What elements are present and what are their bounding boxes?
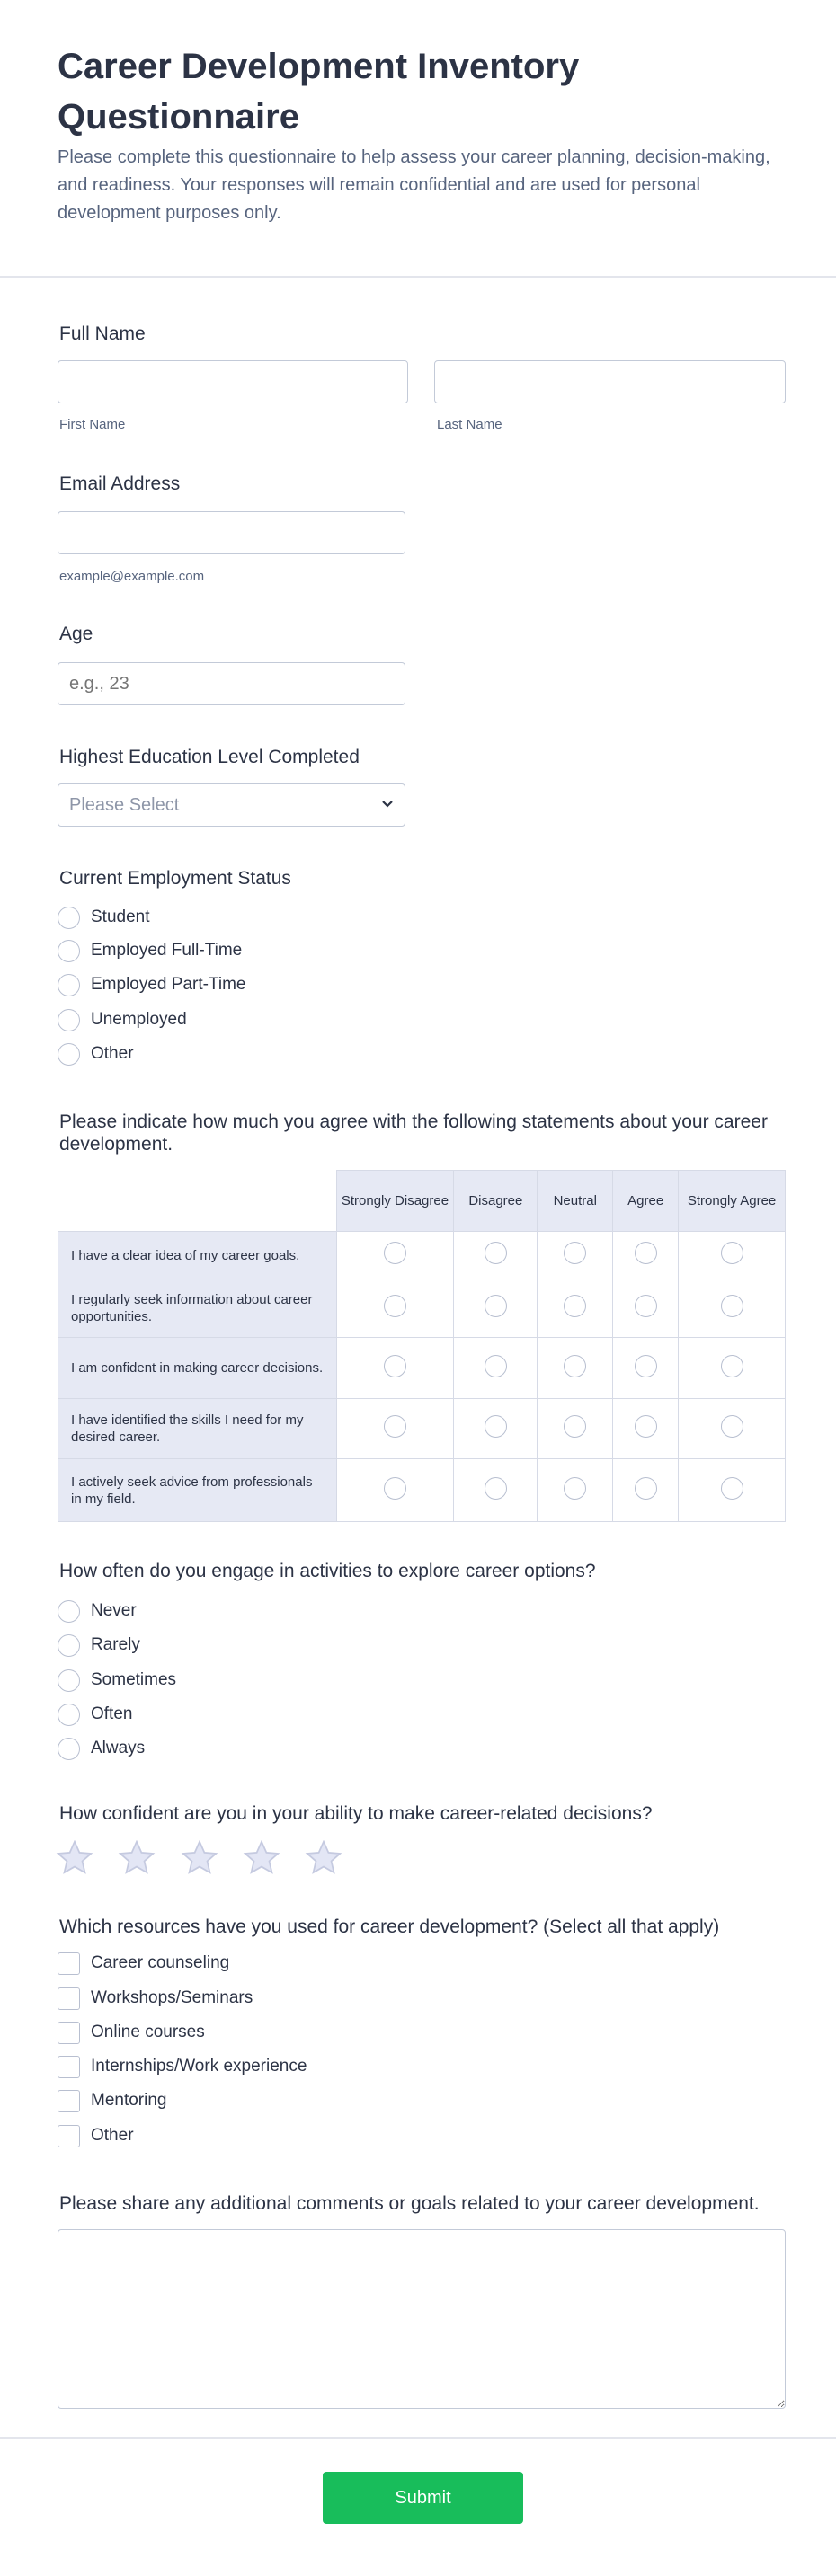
frequency-option-label: Never <box>91 1601 137 1620</box>
radio-button[interactable] <box>58 1738 80 1760</box>
matrix-cell <box>454 1399 538 1459</box>
frequency-option[interactable] <box>58 1703 132 1726</box>
matrix-cell <box>454 1338 538 1399</box>
frequency-option-label: Rarely <box>91 1635 140 1654</box>
first-name-input[interactable] <box>58 360 408 403</box>
matrix-cell <box>613 1232 679 1279</box>
matrix-radio-button[interactable] <box>384 1295 406 1317</box>
education-selected: Please Select <box>69 795 180 815</box>
matrix-label: Please indicate how much you agree with the following statements about your career development. <box>59 1111 768 1155</box>
matrix-radio-button[interactable] <box>721 1242 743 1264</box>
matrix-radio-button[interactable] <box>564 1355 586 1377</box>
matrix-cell <box>679 1279 786 1338</box>
matrix-row-label: I have identified the skills I need for my desired career. <box>58 1399 337 1459</box>
frequency-option[interactable] <box>58 1669 176 1692</box>
employment-option-label: Employed Part-Time <box>91 975 246 994</box>
matrix-cell <box>336 1399 454 1459</box>
matrix-row-label: I have a clear idea of my career goals. <box>58 1232 337 1279</box>
resource-option[interactable] <box>58 2089 167 2112</box>
matrix-cell <box>336 1232 454 1279</box>
matrix-radio-button[interactable] <box>485 1477 507 1500</box>
submit-button[interactable]: Submit <box>323 2472 523 2524</box>
matrix-corner <box>58 1171 337 1232</box>
resource-option-label: Other <box>91 2126 134 2145</box>
age-input[interactable] <box>58 662 405 705</box>
matrix-cell <box>613 1459 679 1522</box>
matrix-cell <box>336 1279 454 1338</box>
checkbox[interactable] <box>58 2090 80 2112</box>
resource-option-label: Career counseling <box>91 1953 230 1972</box>
matrix-radio-button[interactable] <box>635 1295 657 1317</box>
employment-option-label: Unemployed <box>91 1010 187 1029</box>
page-title: Career Development Inventory Questionnaire <box>58 47 580 137</box>
matrix-cell <box>679 1459 786 1522</box>
education-select[interactable] <box>58 783 405 827</box>
frequency-option[interactable] <box>58 1633 140 1657</box>
checkbox[interactable] <box>58 2022 80 2044</box>
footer-divider <box>0 2437 836 2439</box>
matrix-radio-button[interactable] <box>721 1415 743 1438</box>
matrix-radio-button[interactable] <box>564 1415 586 1438</box>
matrix-radio-button[interactable] <box>485 1242 507 1264</box>
matrix-cell <box>454 1232 538 1279</box>
radio-button[interactable] <box>58 1009 80 1031</box>
checkbox[interactable] <box>58 1952 80 1975</box>
matrix-radio-button[interactable] <box>384 1355 406 1377</box>
frequency-option[interactable] <box>58 1737 145 1760</box>
matrix-cell <box>613 1338 679 1399</box>
matrix-row-label: I regularly seek information about career opportunities. <box>58 1279 337 1338</box>
star-icon[interactable] <box>305 1840 342 1876</box>
radio-button[interactable] <box>58 1669 80 1692</box>
matrix-radio-button[interactable] <box>635 1242 657 1264</box>
matrix-cell <box>613 1279 679 1338</box>
resource-option[interactable] <box>58 2055 307 2078</box>
matrix-radio-button[interactable] <box>384 1477 406 1500</box>
email-label: Email Address <box>59 474 181 494</box>
resource-option-label: Mentoring <box>91 2091 167 2110</box>
matrix-cell <box>538 1232 613 1279</box>
radio-button[interactable] <box>58 1704 80 1726</box>
frequency-option-label: Always <box>91 1739 146 1757</box>
frequency-option[interactable] <box>58 1599 137 1623</box>
matrix-cell <box>336 1338 454 1399</box>
matrix-radio-button[interactable] <box>384 1415 406 1438</box>
resource-option-label: Internships/Work experience <box>91 2057 307 2076</box>
employment-option[interactable] <box>58 939 242 962</box>
checkbox[interactable] <box>58 1987 80 2010</box>
matrix-radio-button[interactable] <box>485 1295 507 1317</box>
first-name-sublabel: First Name <box>59 417 126 432</box>
radio-button[interactable] <box>58 1634 80 1657</box>
matrix-radio-button[interactable] <box>485 1415 507 1438</box>
matrix-cell <box>613 1399 679 1459</box>
matrix-cell <box>679 1338 786 1399</box>
employment-option-label: Student <box>91 907 150 926</box>
radio-button[interactable] <box>58 940 80 962</box>
matrix-row <box>58 1399 786 1459</box>
matrix-cell <box>538 1338 613 1399</box>
frequency-label: How often do you engage in activities to explore career options? <box>59 1561 596 1581</box>
matrix-cell <box>679 1232 786 1279</box>
radio-button[interactable] <box>58 1043 80 1066</box>
employment-option-label: Other <box>91 1044 134 1063</box>
matrix-row <box>58 1279 786 1338</box>
matrix-radio-button[interactable] <box>635 1415 657 1438</box>
checkbox[interactable] <box>58 2056 80 2078</box>
matrix-cell <box>538 1279 613 1338</box>
full-name-label: Full Name <box>59 323 146 344</box>
radio-button[interactable] <box>58 907 80 929</box>
matrix-row-label: I actively seek advice from professionals in my field. <box>58 1459 337 1522</box>
matrix-radio-button[interactable] <box>564 1242 586 1264</box>
matrix-radio-button[interactable] <box>564 1295 586 1317</box>
matrix-radio-button[interactable] <box>485 1355 507 1377</box>
confidence-label: How confident are you in your ability to make career-related decisions? <box>59 1803 653 1824</box>
employment-option[interactable] <box>58 973 245 996</box>
matrix-radio-button[interactable] <box>635 1355 657 1377</box>
employment-option[interactable] <box>58 1008 187 1031</box>
resource-option[interactable] <box>58 2021 205 2044</box>
resource-option[interactable] <box>58 1952 229 1975</box>
employment-option[interactable] <box>58 1042 134 1066</box>
matrix-cell <box>538 1399 613 1459</box>
last-name-input[interactable] <box>434 360 786 403</box>
matrix-column-header: Agree <box>613 1171 679 1232</box>
matrix-column-header: Strongly Disagree <box>336 1171 454 1232</box>
employment-label: Current Employment Status <box>59 868 291 889</box>
matrix-cell <box>336 1459 454 1522</box>
radio-button[interactable] <box>58 974 80 996</box>
matrix-column-header: Neutral <box>538 1171 613 1232</box>
header-divider <box>0 276 836 278</box>
matrix-row <box>58 1232 786 1279</box>
comments-label: Please share any additional comments or goals related to your career development. <box>59 2193 760 2214</box>
resource-option-label: Online courses <box>91 2023 205 2041</box>
matrix-row-label: I am confident in making career decisions. <box>58 1338 337 1399</box>
matrix-cell <box>454 1279 538 1338</box>
matrix-cell <box>538 1459 613 1522</box>
employment-option[interactable] <box>58 906 150 929</box>
frequency-option-label: Often <box>91 1704 133 1723</box>
matrix-cell <box>679 1399 786 1459</box>
matrix-radio-button[interactable] <box>721 1295 743 1317</box>
matrix-radio-button[interactable] <box>384 1242 406 1264</box>
resource-option-label: Workshops/Seminars <box>91 1988 253 2007</box>
frequency-option-label: Sometimes <box>91 1670 177 1689</box>
agreement-matrix <box>58 1170 786 1522</box>
matrix-row <box>58 1459 786 1522</box>
resources-label: Which resources have you used for career development? (Select all that apply) <box>59 1917 720 1937</box>
matrix-column-header: Disagree <box>454 1171 538 1232</box>
star-icon[interactable] <box>118 1840 156 1876</box>
age-label: Age <box>59 624 93 644</box>
page-description: Please complete this questionnaire to help assess your career planning, decision-making, and readiness. Your responses will remain confidential and are used for personal development purposes only. <box>58 147 770 223</box>
matrix-radio-button[interactable] <box>635 1477 657 1500</box>
star-icon[interactable] <box>243 1840 280 1876</box>
matrix-radio-button[interactable] <box>721 1477 743 1500</box>
email-input[interactable] <box>58 511 405 554</box>
matrix-radio-button[interactable] <box>721 1355 743 1377</box>
matrix-radio-button[interactable] <box>564 1477 586 1500</box>
email-sublabel: example@example.com <box>59 569 205 584</box>
comments-textarea[interactable] <box>58 2229 786 2409</box>
education-label: Highest Education Level Completed <box>59 747 360 767</box>
matrix-row <box>58 1338 786 1399</box>
employment-option-label: Employed Full-Time <box>91 941 243 960</box>
checkbox[interactable] <box>58 2125 80 2147</box>
last-name-sublabel: Last Name <box>437 417 502 432</box>
star-icon[interactable] <box>56 1840 93 1876</box>
matrix-cell <box>454 1459 538 1522</box>
chevron-down-icon <box>381 800 394 809</box>
star-icon[interactable] <box>181 1840 218 1876</box>
radio-button[interactable] <box>58 1600 80 1623</box>
resource-option[interactable] <box>58 2124 134 2147</box>
matrix-column-header: Strongly Agree <box>679 1171 786 1232</box>
resource-option[interactable] <box>58 1987 253 2010</box>
